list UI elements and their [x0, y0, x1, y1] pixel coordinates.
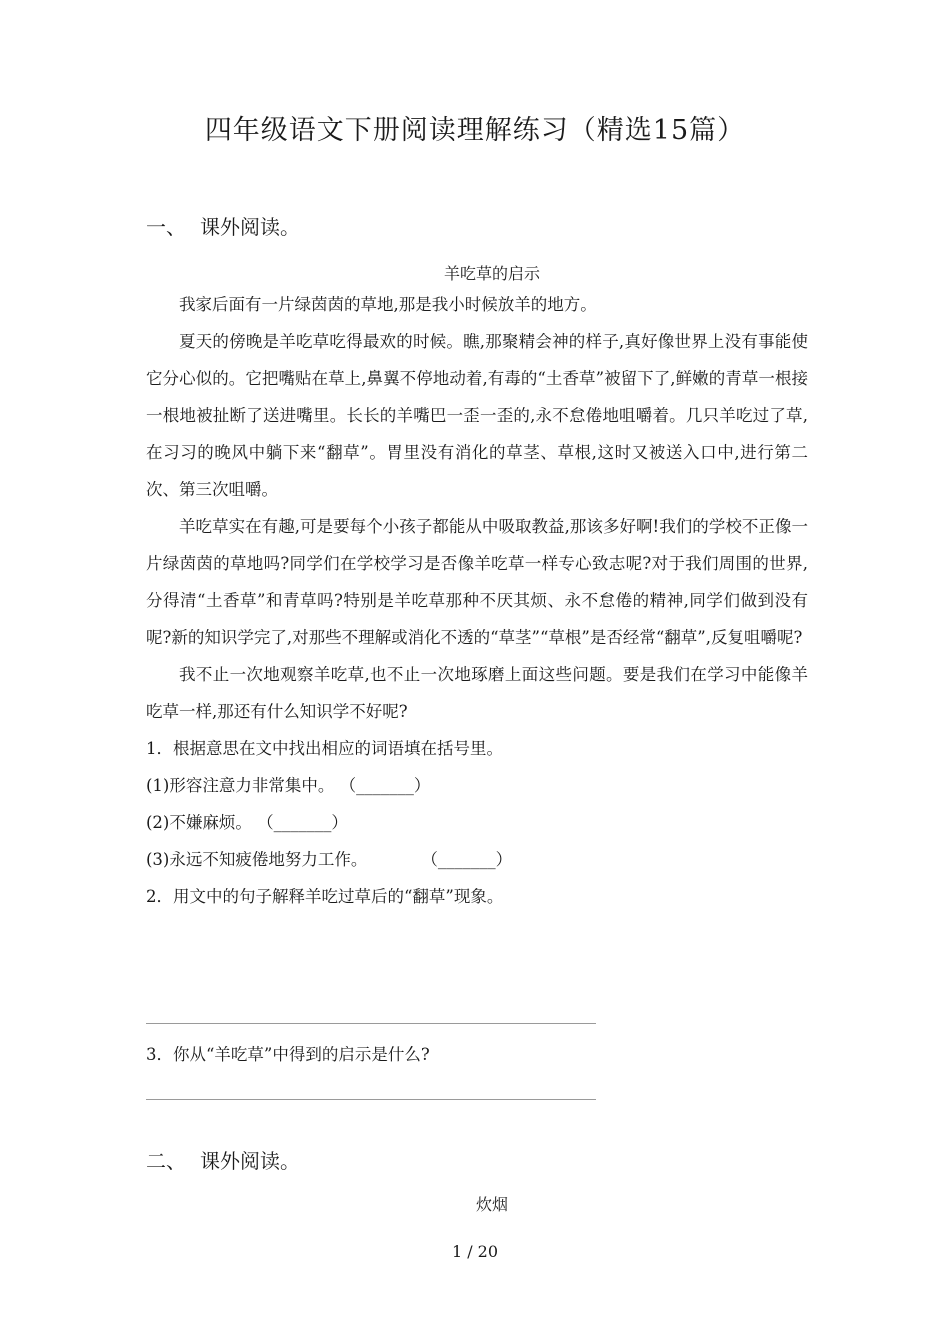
paragraph: 我不止一次地观察羊吃草,也不止一次地琢磨上面这些问题。要是我们在学习中能像羊吃草一样,那还有什么知识学不好呢? [146, 665, 808, 721]
section-2-heading [146, 1145, 300, 1174]
section-2-number: 二、 [146, 1149, 186, 1173]
section-1-label: 课外阅读。 [200, 215, 300, 239]
question-3: 3．你从“羊吃草”中得到的启示是什么? [146, 1045, 430, 1064]
item-label: (3)永远不知疲倦地努力工作。 [146, 850, 368, 869]
answer-line-q2[interactable] [146, 1023, 596, 1024]
page-title: 四年级语文下册阅读理解练习（精选15篇） [204, 115, 746, 146]
answer-blank[interactable]: （_______） [257, 813, 348, 832]
answer-blank[interactable]: （_______） [421, 850, 513, 869]
section-2-label: 课外阅读。 [200, 1149, 300, 1173]
question-3-block [146, 1036, 808, 1073]
question-2: 2．用文中的句子解释羊吃过草后的“翻草”现象。 [146, 887, 504, 906]
answer-blank[interactable]: （_______） [339, 776, 431, 795]
story-1-title: 羊吃草的启示 [443, 264, 540, 283]
paragraph: 我家后面有一片绿茵茵的草地,那是我小时候放羊的地方。 [179, 295, 597, 314]
answer-line-q3[interactable] [146, 1099, 596, 1100]
question-1: 1．根据意思在文中找出相应的词语填在括号里。 [146, 739, 503, 758]
section-1-body [146, 286, 808, 915]
item-label: (2)不嫌麻烦。 [146, 813, 252, 832]
story-2-title: 炊烟 [475, 1195, 508, 1214]
question-1-item-3 [146, 841, 808, 878]
page-number: 1 / 20 [451, 1242, 499, 1261]
paragraph: 夏天的傍晚是羊吃草吃得最欢的时候。瞧,那聚精会神的样子,真好像世界上没有事能使它分心似的。它把嘴贴在草上,鼻翼不停地动着,有毒的“土香草”被留下了,鲜嫩的青草一根接一根地被扯断了送进嘴里。长长的羊嘴巴一歪一歪的,永不怠倦地咀嚼着。几只羊吃过了草,在习习的晚风中躺下来“翻草”。胃里没有消化的草茎、草根,这时又被送入口中,进行第二次、第三次咀嚼。 [146, 332, 808, 499]
section-1-number: 一、 [146, 215, 186, 239]
question-1-item-1 [146, 767, 808, 804]
section-1-heading [146, 211, 300, 240]
paragraph: 羊吃草实在有趣,可是要每个小孩子都能从中吸取教益,那该多好啊!我们的学校不正像一片绿茵茵的草地吗?同学们在学校学习是否像羊吃草一样专心致志呢?对于我们周围的世界,分得清“土香草”和青草吗?特别是羊吃草那种不厌其烦、永不怠倦的精神,同学们做到没有呢?新的知识学完了,对那些不理解或消化不透的“草茎”“草根”是否经常“翻草”,反复咀嚼呢? [146, 517, 808, 647]
item-label: (1)形容注意力非常集中。 [146, 776, 335, 795]
question-1-item-2 [146, 804, 808, 841]
